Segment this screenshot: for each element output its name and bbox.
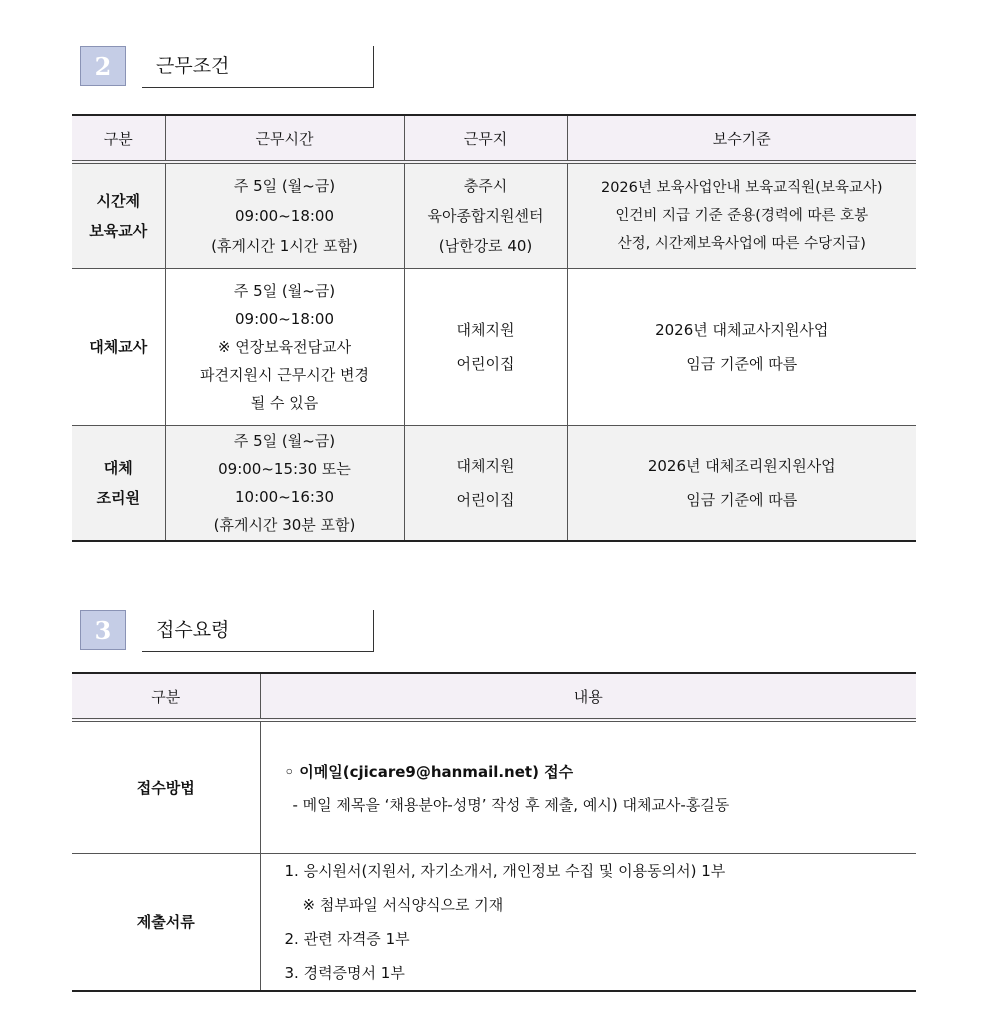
table-row xyxy=(72,853,916,991)
header-hours: 근무시간 xyxy=(165,115,404,162)
pay-cell xyxy=(567,162,916,268)
hours-cell xyxy=(165,162,404,268)
place-line: 대체지원 xyxy=(456,320,515,339)
email-text: ◦ 이메일(cjicare9@hanmail.net) 접수 xyxy=(284,763,574,782)
row-type-cell xyxy=(72,425,165,541)
document-line: 1. 응시원서(지원서, 자기소개서, 개인정보 수집 및 이용동의서) 1부 xyxy=(284,861,726,880)
pay-cell xyxy=(567,268,916,425)
document-line: 2. 관련 자격증 1부 xyxy=(284,929,410,948)
header-content: 내용 xyxy=(260,673,916,720)
header-type: 구분 xyxy=(72,673,260,720)
document-line: 3. 경력증명서 1부 xyxy=(284,963,405,982)
hours-line: ※ 연장보육전담교사 xyxy=(217,337,352,356)
hours-cell xyxy=(165,268,404,425)
place-cell xyxy=(404,425,567,541)
pay-line: 2026년 대체교사지원사업 xyxy=(655,320,829,339)
document-note: ※ 첨부파일 서식양식으로 기재 xyxy=(302,895,504,914)
hours-line: 주 5일 (월~금) xyxy=(233,281,336,300)
pay-line: 인건비 지급 기준 준용(경력에 따른 호봉 xyxy=(615,207,869,224)
row-type-line: 조리원 xyxy=(96,488,140,507)
hours-cell xyxy=(165,425,404,541)
hours-line: 09:00~18:00 xyxy=(234,206,335,225)
method-content xyxy=(260,720,916,853)
table-header-row xyxy=(72,115,916,162)
hours-line: 될 수 있음 xyxy=(250,393,319,412)
section-title: 근무조건 xyxy=(142,46,374,88)
place-line: 어린이집 xyxy=(456,490,515,509)
hours-line: 주 5일 (월~금) xyxy=(233,176,336,195)
header-type: 구분 xyxy=(72,115,165,162)
pay-line: 산정, 시간제보육사업에 따른 수당지급) xyxy=(617,235,866,252)
documents-content xyxy=(260,853,916,991)
hours-line: 09:00~18:00 xyxy=(234,309,335,328)
pay-line: 2026년 보육사업안내 보육교직원(보육교사) xyxy=(600,179,883,196)
row-type-line: 시간제 xyxy=(96,191,140,210)
documents-label: 제출서류 xyxy=(72,853,260,991)
place-line: 육아종합지원센터 xyxy=(427,206,544,225)
place-line: (남한강로 40) xyxy=(438,236,533,255)
hours-line: 09:00~15:30 또는 xyxy=(218,459,351,478)
pay-cell xyxy=(567,425,916,541)
hours-line: 파견지원시 근무시간 변경 xyxy=(200,365,369,384)
row-type-cell xyxy=(72,162,165,268)
hours-line: (휴게시간 30분 포함) xyxy=(213,515,356,534)
header-pay: 보수기준 xyxy=(567,115,916,162)
subject-line: - 메일 제목을 ‘채용분야-성명’ 작성 후 제출, 예시) 대체교사-홍길동 xyxy=(292,796,730,815)
table-header-row xyxy=(72,673,916,720)
hours-line: 10:00~16:30 xyxy=(234,487,335,506)
place-line: 어린이집 xyxy=(456,354,515,373)
table-row xyxy=(72,720,916,853)
row-type-line: 보육교사 xyxy=(89,221,148,240)
place-cell xyxy=(404,162,567,268)
header-place: 근무지 xyxy=(404,115,567,162)
table-row xyxy=(72,268,916,425)
method-label: 접수방법 xyxy=(72,720,260,853)
application-table xyxy=(72,672,916,992)
work-conditions-table xyxy=(72,114,916,542)
pay-line: 2026년 대체조리원지원사업 xyxy=(647,456,836,475)
row-type-line: 대체 xyxy=(103,458,133,477)
place-line: 충주시 xyxy=(463,176,508,195)
pay-line: 임금 기준에 따름 xyxy=(686,490,798,509)
section-title: 접수요령 xyxy=(142,610,374,652)
place-line: 대체지원 xyxy=(456,456,515,475)
table-row xyxy=(72,162,916,268)
section-number-badge: 3 xyxy=(80,610,126,650)
section-number-badge: 2 xyxy=(80,46,126,86)
place-cell xyxy=(404,268,567,425)
table-row xyxy=(72,425,916,541)
hours-line: 주 5일 (월~금) xyxy=(233,431,336,450)
row-type-cell: 대체교사 xyxy=(72,268,165,425)
hours-line: (휴게시간 1시간 포함) xyxy=(211,236,358,255)
pay-line: 임금 기준에 따름 xyxy=(686,354,798,373)
email-line xyxy=(285,754,911,790)
